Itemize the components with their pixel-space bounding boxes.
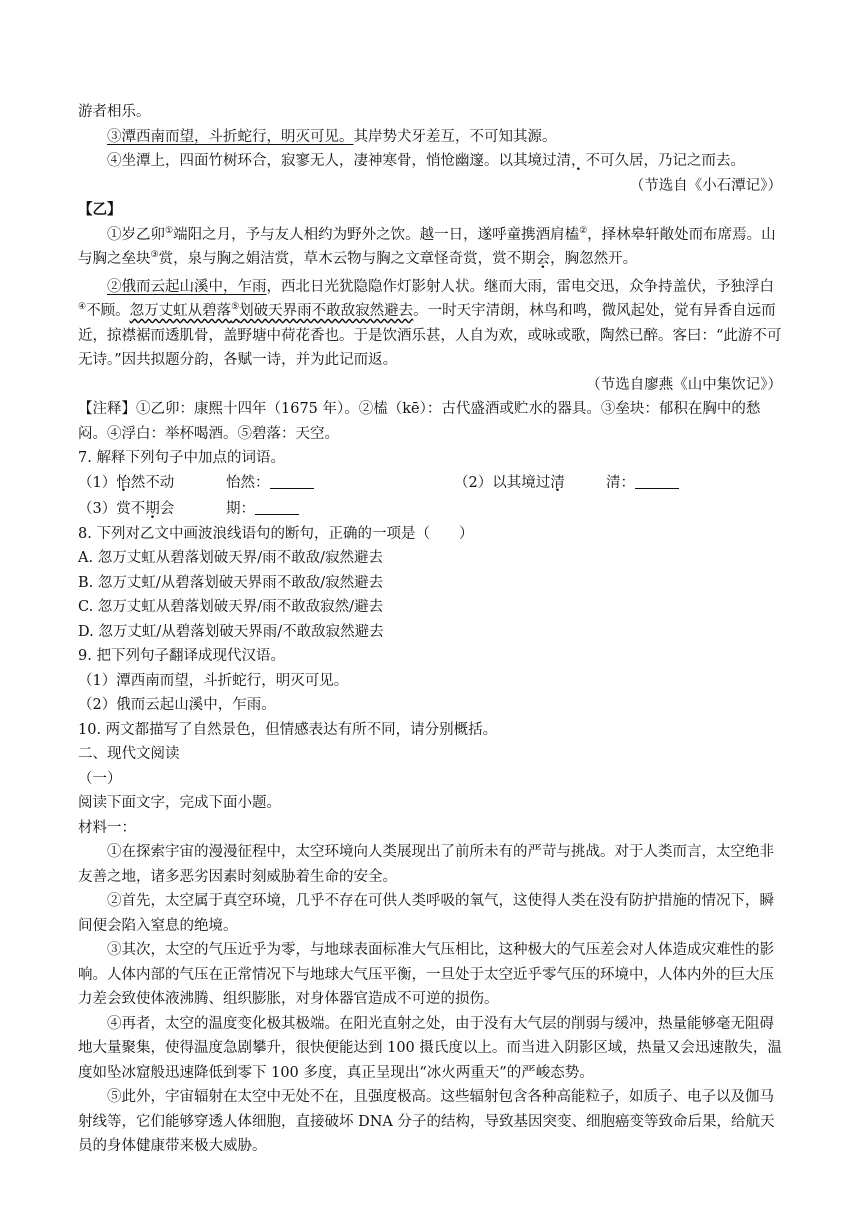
text-line: 游者相乐。 [78, 104, 151, 120]
source-citation: （节选自《小石潭记》） [629, 177, 782, 194]
paragraph: ①在探索宇宙的漫漫征程中，太空环境向人类展现出了前所未有的严苛与挑战。对于人类而言，太空绝非友善之地，诸多恶劣因素时刻威胁着生命的安全。 [78, 844, 774, 885]
source-citation: （节选自廖燕《山中集饮记》） [586, 376, 782, 393]
section-label: 【乙】 [78, 201, 122, 218]
text-line: ④坐潭上，四面竹树环合，寂寥无人，凄神寒骨，悄怆幽邃。以其境过清，不可久居，乃记之而去。 [107, 153, 745, 169]
underlined-sentence: ②俄而云起山溪中，乍雨 [107, 278, 267, 295]
subsection-label: （一） [78, 770, 122, 787]
q9-item: （1）潭西南而望，斗折蛇行，明灭可见。 [78, 672, 349, 689]
question-10: 10. 两文都描写了自然景色，但情感表达有所不同，请分别概括。 [78, 721, 498, 738]
question-9: 9. 把下列句子翻译成现代汉语。 [78, 648, 285, 664]
document-page [78, 100, 782, 1159]
answer-blank[interactable] [635, 474, 679, 489]
underlined-sentence: ③潭西南而望，斗折蛇行，明灭可见。 [107, 128, 354, 145]
paragraph: ②俄而云起山溪中，乍雨，西北日光犹隐隐作灯影射人状。继而大雨，雷电交迅，众争持盖伏，予独浮白④不顾。忽万丈虹从碧落⑤划破天界雨不敢敌寂然避去。一时天宇清朗，林鸟和鸣，微风起处，觉有异香自远而近，掠襟裾而透肌骨，盖野塘中荷花香也。于是饮酒乐甚，人自为欢，或咏或歌，陶然已醉。客曰：“此游不可无诗。”因共拟题分韵，各赋一诗，并为此记而返。 [78, 278, 782, 368]
option-b[interactable]: B. 忽万丈虹/从碧落划破天界雨不敢敌/寂然避去 [78, 574, 384, 591]
paragraph: ④再者，太空的温度变化极其极端。在阳光直射之处，由于没有大气层的削弱与缓冲，热量能够毫无阻碍地大量聚集，使得温度急剧攀升，很快便能达到 100 摄氏度以上。而当进入阴影区域，热量又会迅速散失，温度如坠冰窟般迅速降低到零下 100 多度，真正呈现出“冰火两重天”的严峻态势。 [78, 1015, 782, 1081]
paragraph: ②首先，太空属于真空环境，几乎不存在可供人类呼吸的氧气，这使得人类在没有防护措施的情况下，瞬间便会陷入窒息的绝境。 [78, 893, 774, 934]
wavy-underlined-sentence: 忽万丈虹从碧落⑤划破天界雨不敢敌寂然避去 [129, 302, 414, 319]
answer-blank[interactable] [255, 500, 299, 515]
dotted-char: 清 [556, 153, 571, 169]
paragraph: ③其次，太空的气压近乎为零，与地球表面标准大气压相比，这种极大的气压差会对人体造成灾难性的影响。人体内部的气压在正常情况下与地球大气压平衡，一旦处于太空近乎零气压的环境中，人体内外的巨大压力差会致使体液沸腾、组织膨胀，对身体器官造成不可逆的损伤。 [78, 942, 774, 1007]
q7-row: （1）怡然不动 怡然： （2）以其境过清 清： [78, 471, 782, 496]
option-d[interactable]: D. 忽万丈虹/从碧落划破天界雨/不敢敌寂然避去 [78, 623, 384, 640]
text-line: ③潭西南而望，斗折蛇行，明灭可见。其岸势犬牙差互，不可知其源。 [107, 128, 557, 145]
dotted-char: 期 [521, 251, 536, 267]
question-7: 7. 解释下列句子中加点的词语。 [78, 450, 285, 466]
notes: 【注释】①乙卯：康熙十四年（1675 年）。②榼（kē）：古代盛酒或贮水的器具。③垒块：郁积在胸中的愁闷。④浮白：举杯喝酒。⑤碧落：天空。 [78, 401, 761, 442]
question-8: 8. 下列对乙文中画波浪线语句的断句，正确的一项是（ ） [78, 525, 474, 542]
option-a[interactable]: A. 忽万丈虹从碧落划破天界/雨不敢敌/寂然避去 [78, 550, 383, 566]
paragraph: ⑤此外，宇宙辐射在太空中无处不在，且强度极高。这些辐射包含各种高能粒子，如质子、电子以及伽马射线等，它们能够穿透人体细胞，直接破坏 DNA 分子的结构，导致基因突变、细胞癌变等致命后果，给航天员的身体健康带来极大威胁。 [78, 1089, 775, 1154]
instruction: 阅读下面文字，完成下面小题。 [78, 795, 281, 811]
paragraph: ①岁乙卯①端阳之月，予与友人相约为野外之饮。越一日，遂呼童携酒肩榼②，择林皋轩敞处而布席焉。山与胸之垒块③赏，泉与胸之娟洁赏，草木云物与胸之文章怪奇赏，赏不期会，胸忽然开。 [78, 225, 776, 267]
answer-blank[interactable] [270, 474, 314, 489]
q9-item: （2）俄而云起山溪中，乍雨。 [78, 697, 276, 713]
section-title: 二、现代文阅读 [78, 746, 180, 762]
option-c[interactable]: C. 忽万丈虹从碧落划破天界/雨不敢敌寂然/避去 [78, 599, 384, 615]
q7-row: （3）赏不期会 期： [78, 497, 782, 522]
material-label: 材料一： [78, 819, 136, 836]
